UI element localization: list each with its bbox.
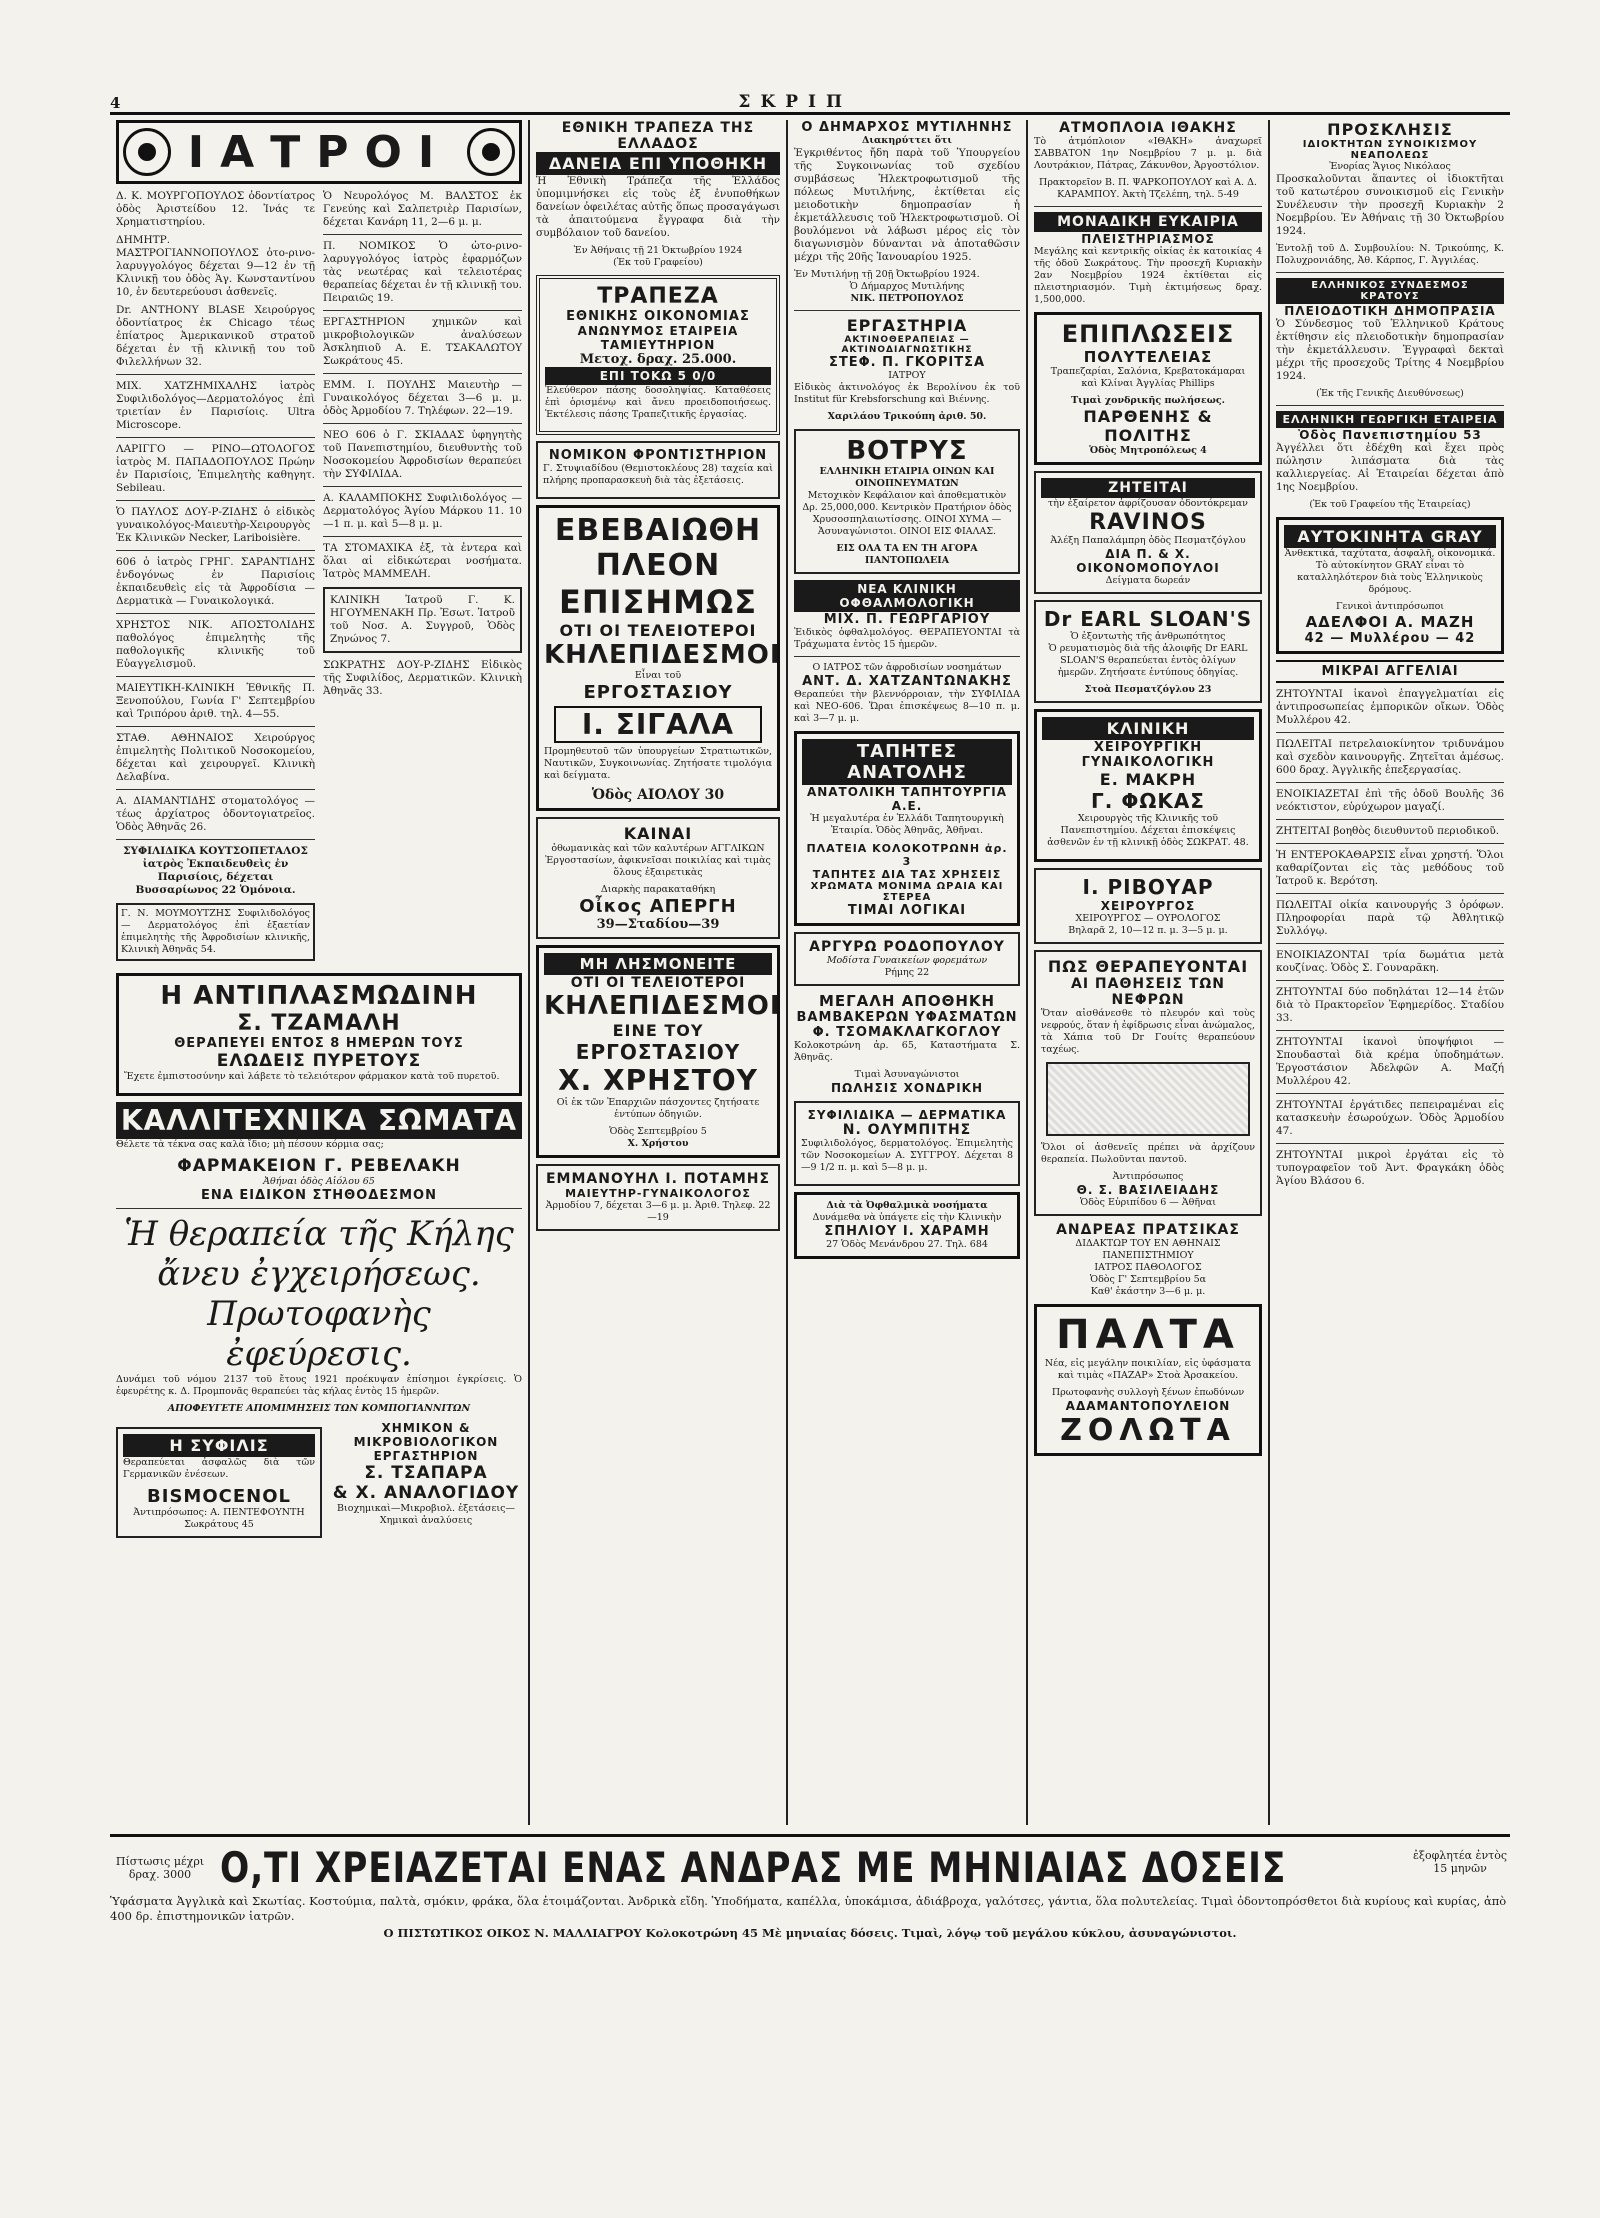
store-name: Φ. ΤΣΟΜΑΚΛΑΓΚΟΓΛΟΥ xyxy=(812,1025,1002,1040)
gray-title: ΑΥΤΟΚΙΝΗΤΑ GRAY xyxy=(1284,525,1496,548)
xray-lab-ad xyxy=(794,316,1020,423)
kili-ad xyxy=(116,1214,522,1415)
chem-lab-name-2: & Χ. ΑΝΑΛΟΓΙΔΟΥ xyxy=(332,1483,520,1503)
syphilis-title: Η ΣΥΦΙΛΙΣ xyxy=(123,1434,315,1457)
store-body: Κολοκοτρώνη ἀρ. 65, Καταστήματα Σ. Ἀθηνᾶς. xyxy=(794,1040,1020,1063)
store-prices: Τιμαὶ Ἀσυναγώνιστοι xyxy=(854,1069,960,1080)
ravinos-address: Ἀλέξη Παπαλάμπρη ὁδὸς Πεσματζόγλου xyxy=(1050,535,1246,546)
sigala-line-2: ΠΛΕΟΝ xyxy=(595,548,721,583)
savings-sub: ΕΘΝΙΚΗΣ ΟΙΚΟΝΟΜΙΑΣ xyxy=(566,309,750,324)
bank-sub: ΔΑΝΕΙΑ ΕΠΙ ΥΠΟΘΗΚΗ xyxy=(536,152,780,175)
kili-line-2: ἄνευ ἐγχειρήσεως. xyxy=(157,1254,481,1294)
doctor-entry: Dr. ANTHONY BLASE Χειρούργος ὀδοντίατρος ἐκ Chicago τέως ἐπίατρος Ἀμερικανικοῦ στρατοῦ δέχεται ἐν τῇ κλινικῇ του τοῦ Φιλελλήνων 32. xyxy=(116,304,315,368)
furniture-name: ΠΑΡΘΕΝΗΣ & ΠΟΛΙΤΗΣ xyxy=(1083,407,1213,445)
coats-sub: Πρωτοφανὴς συλλογὴ ξένων ἐπωδύνων xyxy=(1051,1387,1245,1398)
cotton-store-ad xyxy=(794,992,1020,1095)
column-3 xyxy=(788,120,1028,1825)
savings-title: ΤΡΑΠΕΖΑ xyxy=(597,284,719,309)
page-number: 4 xyxy=(110,94,121,112)
xray-sub: ΑΚΤΙΝΟΘΕΡΑΠΕΙΑΣ — ΑΚΤΙΝΟΔΙΑΓΝΩΣΤΙΚΗΣ xyxy=(841,335,973,355)
agri-notice xyxy=(1276,411,1504,442)
furniture-address: Ὁδὸς Μητροπόλεως 4 xyxy=(1089,445,1207,456)
ithaki-ad xyxy=(1034,120,1262,201)
christou-line-3: ΚΗΛΕΠΙΔΕΣΜΟΙ xyxy=(544,991,781,1021)
auction-signature: (Ἐκ τῆς Γενικῆς Διευθύνσεως) xyxy=(1316,388,1464,399)
furniture-body: Τραπεζαρίαι, Σαλόνια, Κρεβατοκάμαραι καὶ Κλίναι Ἀγγλίας Phillips xyxy=(1050,366,1246,389)
doctor-entry: Ὁ Νευρολόγος Μ. ΒΑΛΣΤΟΣ ἐκ Γενεύης καὶ Σαλπετριὲρ Παρισίων, δέχεται Κανάρη 11, 2—6 μ. μ. xyxy=(323,190,522,228)
savings-rate: ΕΠΙ ΤΟΚΩ 5 0/0 xyxy=(545,367,771,385)
ravinos-title: ΖΗΤΕΙΤΑΙ xyxy=(1041,478,1255,498)
bank-signature: (Ἐκ τοῦ Γραφείου) xyxy=(613,257,703,268)
classified-ad: ΖΗΤΟΥΝΤΑΙ ἱκανοὶ ὑποψήφιοι — Σπουδασταὶ διὰ κρέμα ὑποδημάτων. Ἐργοστάσιον Ἀδελφῶν Α. Μαζή Μυλλέρου 42. xyxy=(1276,1036,1504,1087)
savings-sub-3: ΤΑΜΙΕΥΤΗΡΙΟΝ xyxy=(600,338,716,352)
votrys-ad xyxy=(794,429,1020,574)
doctor-entry: Ὁ ΠΑΥΛΟΣ ΔΟΥ-Ρ-ΖΙΔΗΣ ὁ εἰδικὸς γυναικολόγος-Μαιευτὴρ-Χειρουργὸς Ἐκ Κλινικῶν Necker, Lariboisière. xyxy=(116,506,315,544)
xray-title: ΕΡΓΑΣΤΗΡΙΑ xyxy=(846,316,968,335)
column-4 xyxy=(1028,120,1270,1825)
coats-title: ΠΑΛΤΑ xyxy=(1056,1312,1240,1358)
columns xyxy=(110,120,1510,1825)
apergi-ad xyxy=(536,817,780,939)
auction-title: ΕΛΛΗΝΙΚΟΣ ΣΥΝΔΕΣΜΟΣ ΚΡΑΤΟΥΣ xyxy=(1276,278,1504,304)
christou-line-1: ΜΗ ΛΗΣΜΟΝΕΙΤΕ xyxy=(544,953,772,975)
rivoir-name: Ι. ΡΙΒΟΥΑΡ xyxy=(1082,875,1214,899)
doctor-entry: ΣΥΦΙΛΙΔΙΚΑ ΚΟΥΤΣΟΠΕΤΑΛΟΣ ἰατρὸς Ἐκπαιδευθεὶς ἐν Παρισίοις, δέχεται Βυσσαρίωνος 22 Ὁμόνοια. xyxy=(123,845,308,896)
auction-house-sub: ΠΛΕΙΣΤΗΡΙΑΣΜΟΣ xyxy=(1081,232,1215,246)
sloan-body: Ὁ ρευματισμὸς διὰ τῆς ἀλοιφῆς Dr EARL SLOAN'S θεραπεύεται ἐντὸς ὀλίγων ἡμερῶν. Ζητήσατε ἐντύπους ὁδηγίας. xyxy=(1048,643,1248,678)
antiplasmodin-claim: ΘΕΡΑΠΕΥΕΙ ΕΝΤΟΣ 8 ΗΜΕΡΩΝ ΤΟΥΣ xyxy=(174,1036,464,1051)
classifieds-title: ΜΙΚΡΑΙ ΑΓΓΕΛΙΑΙ xyxy=(1276,660,1504,683)
furniture-sub: ΠΟΛΥΤΕΛΕΙΑΣ xyxy=(1083,348,1213,366)
sigala-address: Ὁδὸς ΑΙΟΛΟΥ 30 xyxy=(591,787,725,803)
antiplasmodin-body: Ἔχετε ἐμπιστοσύνην καὶ λάβετε τὸ τελειότερον φάρμακον κατὰ τοῦ πυρετοῦ. xyxy=(124,1071,500,1082)
sigala-body: Προμηθευτοῦ τῶν ὑπουργείων Στρατιωτικῶν, Ναυτικῶν, Συγκοινωνίας. Ζητήσατε τιμολόγια καὶ δείγματα. xyxy=(544,746,772,781)
invitation-sub-2: Ἐνορίας Ἅγιος Νικόλαος xyxy=(1329,161,1451,172)
mayor-name: ΝΙΚ. ΠΕΤΡΟΠΟΥΛΟΣ xyxy=(850,293,964,304)
gyn-body: Χειρουργὸς τῆς Κλινικῆς τοῦ Πανεπιστημίου. Δέχεται ἐπισκέψεις ἀσθενῶν ἐν τῇ κλινικῇ ὁδὸς ΣΩΚΡΑΤ. 48. xyxy=(1047,813,1249,848)
pratsikas-ad xyxy=(1034,1222,1262,1298)
pratsikas-sub: ΔΙΔΑΚΤΩΡ ΤΟΥ ΕΝ ΑΘΗΝΑΙΣ ΠΑΝΕΠΙΣΤΗΜΙΟΥ xyxy=(1075,1238,1221,1261)
savings-capital: Μετοχ. δραχ. 25.000. xyxy=(579,352,737,367)
apergi-title: ΚΑΙΝΑΙ xyxy=(623,824,693,843)
apergi-address: 39—Σταδίου—39 xyxy=(596,917,720,932)
sigala-line-5: ΚΗΛΕΠΙΔΕΣΜΟΙ xyxy=(544,640,781,670)
charami-name: ΣΠΗΛΙΟΥ Ι. ΧΑΡΑΜΗ xyxy=(824,1224,990,1239)
potamis-address: Ἀρμοδίου 7, δέχεται 3—6 μ. μ. Ἀριθ. Τηλεφ. 22—19 xyxy=(545,1200,771,1223)
sloan-title: Dr EARL SLOAN'S xyxy=(1043,607,1253,631)
rivoir-sub-2: ΧΕΙΡΟΥΡΓΟΣ — ΟΥΡΟΛΟΓΟΣ xyxy=(1075,913,1221,924)
doctor-entry: ΕΜΜ. Ι. ΠΟΥΛΗΣ Μαιευτὴρ — Γυναικολόγος δέχεται 3—6 μ. μ. ὁδὸς Ἀρμοδίου 7. Τηλέφων. 22—19. xyxy=(323,379,522,417)
xray-body: Εἰδικὸς ἀκτινολόγος ἐκ Βερολίνου ἐκ τοῦ Institut für Krebsforschung καὶ Βιέννης. xyxy=(794,382,1020,405)
pratsikas-address: Ὁδὸς Γ' Σεπτεμβρίου 5α xyxy=(1089,1274,1207,1285)
christou-line-4: ΕΙΝΕ ΤΟΥ xyxy=(612,1021,704,1040)
classified-ad: ΕΝΟΙΚΙΑΖΟΝΤΑΙ τρία δωμάτια μετὰ κουζίνας. Ὁδὸς Σ. Γουναρᾶκη. xyxy=(1276,949,1504,974)
kidney-body-2: Ὅλοι οἱ ἀσθενεῖς πρέπει νὰ ἀρχίζουν θεραπεία. Πωλοῦνται παντοῦ. xyxy=(1041,1142,1255,1165)
furniture-prices: Τιμαὶ χονδρικῆς πωλήσεως. xyxy=(1071,395,1225,406)
newspaper-title: ΣΚΡΙΠ xyxy=(738,92,853,112)
newspaper-page xyxy=(110,86,1510,2126)
mayor-body: Ἐγκριθέντος ἤδη παρὰ τοῦ Ὑπουργείου τῆς Συγκοινωνίας τοῦ σχεδίου συμβάσεως Ἠλεκτροφωτισμοῦ τῆς πόλεως Μυτιλήνης, ἐκτίθεται εἰς μειοδοτικὴν δημοπρασίαν ἡ ἐκμετάλλευσις τοῦ Ἠλεκτροφωτισμοῦ. Οἱ βουλόμενοι νὰ λάβωσι μέρος εἰς τὸν διαγωνισμὸν δύνανται νὰ ἀποταθῶσιν μέχρι τῆς 20ῆς Ἰανουαρίου 1925. xyxy=(794,147,1020,263)
agri-signature: (Ἐκ τοῦ Γραφείου τῆς Ἑταιρείας) xyxy=(1309,499,1471,510)
ithaki-title: ΑΤΜΟΠΛΟΙΑ ΙΘΑΚΗΣ xyxy=(1059,120,1237,136)
column-5 xyxy=(1270,120,1510,1825)
legal-body: Γ. Στυψιαδίδου (Θεμιστοκλέους 28) ταχεία καὶ πλήρης προπαρασκευὴ διὰ τὰς ἐξετάσεις. xyxy=(543,463,773,486)
coats-body: Νέα, εἰς μεγάλην ποικιλίαν, εἰς ὑφάσματα καὶ τιμὰς «ΠΑΖΑΡ» Στοὰ Ἀρσακείου. xyxy=(1044,1358,1252,1381)
classified-ad: ΖΗΤΟΥΝΤΑΙ δύο ποδηλάται 12—14 ἐτῶν διὰ τὸ Πρακτορεῖον Ἐφημερίδος. Σταδίου 33. xyxy=(1276,986,1504,1024)
gyn-name-1: Ε. ΜΑΚΡΗ xyxy=(1099,770,1197,789)
mayor-title: Ο ΔΗΜΑΡΧΟΣ ΜΥΤΙΛΗΝΗΣ xyxy=(801,120,1013,135)
olympitis-title: ΣΥΦΙΛΙΔΙΚΑ — ΔΕΡΜΑΤΙΚΑ xyxy=(807,1108,1007,1122)
argyro-ad xyxy=(794,932,1020,986)
pratsikas-sub-2: ΙΑΤΡΟΣ ΠΑΘΟΛΟΓΟΣ xyxy=(1094,1262,1202,1273)
charami-body: Δυνάμεθα νὰ ὑπάγετε εἰς τὴν Κλινικὴν xyxy=(812,1212,1002,1223)
footer-headline: Ο,ΤΙ ΧΡΕΙΑΖΕΤΑΙ ΕΝΑΣ ΑΝΔΡΑΣ ΜΕ ΜΗΝΙΑΙΑΣ ΔΟΣΕΙΣ xyxy=(220,1843,1287,1892)
apergi-sub: Διαρκὴς παρακαταθήκη xyxy=(600,884,716,895)
antiplasmodin-ad xyxy=(116,973,522,1096)
vasileiadis-label: Ἀντιπρόσωπος xyxy=(1112,1171,1184,1182)
kili-line-1: Ἡ θεραπεία τῆς Κήλης xyxy=(124,1214,514,1254)
clinic-box xyxy=(323,587,522,653)
kidney-title: ΠΩΣ ΘΕΡΑΠΕΥΟΝΤΑΙ xyxy=(1047,957,1249,976)
classified-ad: ΠΩΛΕΙΤΑΙ οἰκία καινουργής 3 ὀρόφων. Πληροφορίαι παρὰ τῷ Ἀθλητικῷ Συλλόγῳ. xyxy=(1276,899,1504,937)
rivoir-ad xyxy=(1034,868,1262,944)
doctor-entry: ΚΛΙΝΙΚΗ Ἰατροῦ Γ. Κ. ΗΓΟΥΜΕΝΑΚΗ Πρ. Ἐσωτ. Ἰατροῦ τοῦ Νοσ. Α. Συγγροῦ, Ὁδὸς Ζηνώνος 7. xyxy=(330,594,515,645)
auction-notice xyxy=(1276,278,1504,318)
votrys-title: ΒΟΤΡΥΣ xyxy=(846,436,968,466)
rivoir-address: Βηλαρᾶ 2, 10—12 π. μ. 3—5 μ. μ. xyxy=(1068,925,1228,936)
emblem-icon xyxy=(467,128,515,176)
column-2 xyxy=(530,120,788,1825)
sloan-sub: Ὁ ἐξοντωτὴς τῆς ἀνθρωπότητος xyxy=(1070,631,1226,642)
christou-body: Οἱ ἐκ τῶν Ἐπαρχιῶν πάσχοντες ζητήσατε ἐντύπων ὁδηγιῶν. xyxy=(556,1097,760,1120)
legal-title: ΝΟΜΙΚΟΝ ΦΡΟΝΤΙΣΤΗΡΙΟΝ xyxy=(548,448,768,463)
credit-note: Πίστωσις μέχρι δραχ. 3000 xyxy=(115,1854,205,1881)
olympitis-name: Ν. ΟΛΥΜΠΙΤΗΣ xyxy=(842,1122,972,1138)
emblem-icon xyxy=(123,128,171,176)
doctor-entry: ΤΑ ΣΤΟΜΑΧΙΚΑ ἐξ, τὰ ἐντερα καὶ ὅλαι αἱ εἰδικώτεραι νοσήματα. Ἰατρὸς ΜΑΜΜΕΛΗ. xyxy=(323,542,522,580)
kallitexnika-title: ΚΑΛΛΙΤΕΧΝΙΚΑ ΣΩΜΑΤΑ xyxy=(116,1102,522,1139)
pharmacy-name: ΦΑΡΜΑΚΕΙΟΝ Γ. ΡΕΒΕΛΑΚΗ xyxy=(177,1156,461,1176)
invitation-sub: ΙΔΙΟΚΤΗΤΩΝ ΣΥΝΟΙΚΙΣΜΟΥ ΝΕΑΠΟΛΕΩΣ xyxy=(1302,139,1478,161)
votrys-sub: ΕΛΛΗΝΙΚΗ ΕΤΑΙΡΙΑ ΟΙΝΩΝ ΚΑΙ ΟΙΝΟΠΝΕΥΜΑΤΩΝ xyxy=(819,466,995,489)
gyn-title: ΚΛΙΝΙΚΗ xyxy=(1042,717,1254,740)
installment-note: ἐξοφλητέα ἐντὸς 15 μηνῶν xyxy=(1412,1849,1507,1875)
doctor-entry: Γ. Ν. ΜΟΥΜΟΥΤΖΗΣ Συφιλιδολόγος — Δερματολόγος ἐπὶ ἑξαετίαν ἐπιμελητὴς τῆς Ἀφροδισίων κλινικῆς, Κλινικὴ Ἀθηνᾶς 54. xyxy=(121,908,310,955)
gray-name: ΑΔΕΛΦΟΙ Α. ΜΑΖΗ xyxy=(1305,613,1475,631)
eye-clinic-ad xyxy=(794,580,1020,651)
doctor-entry: Α. ΔΙΑΜΑΝΤΙΔΗΣ στοματολόγος — τέως ἀρχίατρος ὀδοντογιατρεῖος. Ὁδὸς Ἀθηνᾶς 26. xyxy=(116,795,315,833)
furniture-ad xyxy=(1034,312,1262,465)
auction-body: Ὁ Σύνδεσμος τοῦ Ἑλληνικοῦ Κράτους ἐκτίθησιν εἰς πλειοδοτικὴν δημοπρασίαν τὴν ἐκμετάλλευσιν. Ἐγγραφαὶ δεκταὶ μέχρι τῆς προσεχοῦς Τρίτης 4 Νοεμβρίου 1924. xyxy=(1276,318,1504,382)
footer-banner xyxy=(110,1834,1510,1957)
chem-lab-address: Βιοχημικαὶ—Μικροβιολ. ἐξετάσεις—Χημικαὶ ἀναλύσεις xyxy=(337,1503,515,1526)
sloan-ad xyxy=(1034,600,1262,703)
mayor-sub: Διακηρύττει ὅτι xyxy=(861,135,952,146)
gyn-clinic-ad xyxy=(1034,709,1262,862)
kallitexnika-body: Θέλετε τὰ τέκνα σας καλὰ ἴδιο; μὴ πέσουν κόρμια σας; xyxy=(116,1139,384,1150)
sigala-line-4: ΟΤΙ ΟΙ ΤΕΛΕΙΟΤΕΡΟΙ xyxy=(559,621,757,640)
ravinos-free: Δείγματα δωρεάν xyxy=(1105,575,1191,586)
olympitis-body: Συφιλιδολόγος, δερματολόγος. Ἐπιμελητὴς τῶν Νοσοκομείων Α. ΣΥΓΓΡΟΥ. Δέχεται 8—9 1/2 π. μ. καὶ 5—8 μ. μ. xyxy=(801,1138,1013,1173)
invitation-body: Προσκαλοῦνται ἅπαντες οἱ ἰδιοκτῆται τοῦ κατωτέρου συνοικισμοῦ εἰς Γενικὴν Συνέλευσιν τὴν προσεχῆ Κυριακὴν 2 Νοεμβρίου. Ἐν Ἀθήναις τῇ 30 Ὀκτωβρίου 1924. xyxy=(1276,173,1504,237)
ravinos-body: τὴν ἐξαίρετον ἀφρίζουσαν ὀδοντόκρεμαν xyxy=(1048,498,1248,509)
sigala-ad xyxy=(536,505,780,811)
coats-ad xyxy=(1034,1304,1262,1456)
ravinos-name: ΔΙΑ Π. & Χ. ΟΙΚΟΝΟΜΟΠΟΥΛΟΙ xyxy=(1076,547,1220,575)
christou-line-2: ΟΤΙ ΟΙ ΤΕΛΕΙΟΤΕΡΟΙ xyxy=(570,975,746,991)
syphilis-ad xyxy=(116,1427,322,1538)
pharmacy-address: Ἀθήναι ὁδὸς Αἰόλου 65 xyxy=(263,1176,375,1187)
vasileiadis-address: Ὁδὸς Εὐριπίδου 6 — Ἀθῆναι xyxy=(1080,1197,1216,1208)
charami-title: Διὰ τὰ Ὀφθαλμικὰ νοσήματα xyxy=(826,1200,988,1211)
christou-name: Χ. ΧΡΗΣΤΟΥ xyxy=(558,1064,758,1097)
votrys-body: Μετοχικὸν Κεφάλαιον καὶ ἀποθεματικὸν Δρ. 25,000,000. Κεντρικὸν Πρατήριον ὁδὸς Χρυσοσπηλαιωτίσσης. ΟΙΝΟΙ ΧΥΜΑ — Ἀσυναγώνιστοι. ΟΙΝΟΙ ΕΙΣ ΦΙΑΛΑΣ. xyxy=(802,490,1012,537)
gray-agent: Γενικοὶ ἀντιπρόσωποι xyxy=(1335,601,1445,612)
footer-line-2: Ο ΠΙΣΤΩΤΙΚΟΣ ΟΙΚΟΣ Ν. ΜΑΛΛΙΑΓΡΟΥ Κολοκοτρώνη 45 Μὲ μηνιαίας δόσεις. Τιμαὶ, λόγῳ τοῦ μεγάλου κύκλου, ἀσυναγώνιστοι. xyxy=(383,1926,1237,1940)
ravinos-brand: RAVINOS xyxy=(1089,510,1207,535)
doctors-title: ΙΑΤΡΟΙ xyxy=(187,126,451,178)
kidney-body: Ὅταν αἰσθάνεσθε τὸ πλευρόν καὶ τοὺς νεφρούς, ὅταν ἡ ἐφίδρωσις εἶναι ἀνώμαλος, τὰ Χάπια τοῦ Dr Γουίτς θεραπεύουν ταχέως. xyxy=(1041,1008,1255,1055)
auction-house-body: Μεγάλης καὶ κεντρικῆς οἰκίας ἐκ κατοικίας 4 τῆς ὁδοῦ Σωκράτους. Τὴν προσεχῆ Κυριακὴν 2αν Νοεμβρίου 1924 ἐκτίθεται εἰς πλειστηριασμόν. Τιμὴ ἐκτιμήσεως δραχ. 1,500,000. xyxy=(1034,246,1262,305)
chem-lab-name-1: Σ. ΤΣΑΠΑΡΑ xyxy=(364,1463,488,1483)
potamis-title: ΜΑΙΕΥΤΗΡ-ΓΥΝΑΙΚΟΛΟΓΟΣ xyxy=(565,1187,751,1200)
agri-title: ΕΛΛΗΝΙΚΗ ΓΕΩΡΓΙΚΗ ΕΤΑΙΡΕΙΑ xyxy=(1276,411,1504,428)
doctor-entry: ΜΙΧ. ΧΑΤΖΗΜΙΧΑΛΗΣ ἰατρὸς Συφιλιδολόγος—Δερματολόγος ἐπὶ τριετίαν ἐν Παρισίοις. Ultra Microscope. xyxy=(116,380,315,431)
classified-ad: ΖΗΤΟΥΝΤΑΙ μικροὶ ἐργάται εἰς τὸ τυπογραφεῖον τοῦ Ἀντ. Φραγκάκη ὁδὸς Ἁγίου Βλάσου 6. xyxy=(1276,1149,1504,1187)
invitation-notice xyxy=(1276,120,1504,173)
store-wholesale: ΠΩΛΗΣΙΣ ΧΟΝΔΡΙΚΗ xyxy=(831,1081,983,1095)
gray-cars-ad xyxy=(1276,517,1504,654)
column-doctors xyxy=(110,120,530,1825)
potamis-name: ΕΜΜΑΝΟΥΗΛ Ι. ΠΟΤΑΜΗΣ xyxy=(545,1171,771,1187)
carpets-sub: ΑΝΑΤΟΛΙΚΗ ΤΑΠΗΤΟΥΡΓΙΑ Α.Ε. xyxy=(806,785,1008,813)
xray-title-2: ΙΑΤΡΟΥ xyxy=(888,370,926,381)
bank-body: Ἡ Ἐθνικὴ Τράπεζα τῆς Ἑλλάδος ὑπομιμνήσκει εἰς τοὺς ἐξ ἐνυποθήκων δανείων ὀφειλέτας αὐτῆς ὅπως προσαγάγωσι τὰ ἀπαιτούμενα ἔγγραφα διὰ τὴν συμβόλαιον τοῦ δανείου. xyxy=(536,175,781,239)
christou-address: Ὁδὸς Σεπτεμβρίου 5 xyxy=(609,1126,707,1137)
pratsikas-name: ΑΝΔΡΕΑΣ ΠΡΑΤΣΙΚΑΣ xyxy=(1056,1222,1240,1238)
christou-line-5: ΕΡΓΟΣΤΑΣΙΟΥ xyxy=(575,1040,741,1064)
argyro-address: Ρήμης 22 xyxy=(884,967,930,978)
legal-school-ad xyxy=(536,441,780,499)
classified-ad: Ἡ ΕΝΤΕΡΟΚΑΘΑΡΣΙΣ εἶναι χρηστή. Ὅλοι καθαρίζονται εἰς τὰς μεθόδους τοῦ Ἰατροῦ κ. Βερότση. xyxy=(1276,849,1504,887)
invitation-title: ΠΡΟΣΚΛΗΣΙΣ xyxy=(1327,120,1453,139)
coats-label: ΖΟΛΩΤΑ xyxy=(1060,1413,1236,1448)
eye-body: Ἐιδικὸς ὀφθαλμολόγος. ΘΕΡΑΠΕΥΟΝΤΑΙ τὰ Τράχωματα ἐντὸς 15 ἡμερῶν. xyxy=(794,627,1020,650)
uro-body: Θεραπεύει τὴν βλεννόρροιαν, τὴν ΣΥΦΙΛΙΔΑ καὶ NEO-606. Ὥραι ἐπισκέψεως 8—10 π. μ. καὶ 3—7 μ. μ. xyxy=(794,689,1020,724)
doctor-entry: ΛΑΡΙΓΓΟ — ΡΙΝΟ—ΩΤΟΛΟΓΟΣ ἰατρὸς Μ. ΠΑΠΑΔΟΠΟΥΛΟΣ Πρώην ἐν Παρισίοις, Ἐπιμελητὴς καθηγητ. Sebileau. xyxy=(116,443,315,494)
xray-name: ΣΤΕΦ. Π. ΓΚΟΡΙΤΣΑ xyxy=(828,355,986,370)
doctors-left-column xyxy=(116,190,315,967)
carpets-prices: ΤΙΜΑΙ ΛΟΓΙΚΑΙ xyxy=(847,903,967,918)
antiplasmodin-claim2: ΕΛΩΔΕΙΣ ΠΥΡΕΤΟΥΣ xyxy=(216,1051,422,1071)
sloan-address: Στοὰ Πεσματζόγλου 23 xyxy=(1084,684,1212,695)
carpets-line-2: ΧΡΩΜΑΤΑ ΜΟΝΙΜΑ ΩΡΑΙΑ ΚΑΙ ΣΤΕΡΕΑ xyxy=(810,881,1004,903)
apergi-body: ὀθωμανικὰς καὶ τῶν καλυτέρων ΑΓΓΛΙΚΩΝ Ἐργοστασίων, ἀφικνεῖσαι ποικιλίας καὶ τιμὰς ὅλους ἐξαιρετικὰς xyxy=(545,843,771,878)
bank-date: Ἐν Ἀθήναις τῇ 21 Ὀκτωβρίου 1924 xyxy=(573,245,743,256)
chem-lab-title: ΧΗΜΙΚΟΝ & ΜΙΚΡΟΒΙΟΛΟΓΙΚΟΝ ΕΡΓΑΣΤΗΡΙΟΝ xyxy=(353,1421,499,1463)
christou-ad xyxy=(536,945,780,1158)
sigala-line-1: ΕΒΕΒΑΙΩΘΗ xyxy=(554,513,762,548)
argyro-name: ΑΡΓΥΡΩ ΡΟΔΟΠΟΥΛΟΥ xyxy=(809,939,1005,955)
doctor-entry: Π. ΝΟΜΙΚΟΣ Ὁ ὠτο-ρινο-λαρυγγολόγος ἰατρὸς ἐφαρμόζων τὰς νεωτέρας καὶ τελειοτέρας θεραπείας δέχεται ἐν τῇ κλινικῇ του. Πειραιῶς 19. xyxy=(323,240,522,304)
rivoir-sub: ΧΕΙΡΟΥΡΓΟΣ xyxy=(1100,899,1196,913)
classified-ad: ΖΗΤΟΥΝΤΑΙ ἐργάτιδες πεπειραμέναι εἰς κατασκευὴν ἐσωρούχων. Ὁδὸς Ἁρμοδίου 47. xyxy=(1276,1099,1504,1137)
coats-fur: ΑΔΑΜΑΝΤΟΠΟΥΛΕΙΟΝ xyxy=(1065,1399,1231,1413)
carpets-line: ΤΑΠΗΤΕΣ ΔΙΑ ΤΑΣ ΧΡΗΣΕΙΣ xyxy=(812,868,1002,881)
kili-body: Δυνάμει τοῦ νόμου 2137 τοῦ ἔτους 1921 προέκυψαν ἐπίσημοι ἐγκρίσεις. Ὁ ἐφευρέτης κ. Δ. Προμπονᾶς θεραπεύει τὰς κήλας ἐντὸς 15 ἡμερῶν. xyxy=(116,1374,522,1397)
auction-house-ad xyxy=(1034,212,1262,306)
store-sub: ΒΑΜΒΑΚΕΡΩΝ ΥΦΑΣΜΑΤΩΝ xyxy=(796,1010,1018,1025)
kili-line-3: Πρωτοφανὴς ἐφεύρεσις. xyxy=(207,1294,431,1374)
christou-signature: Χ. Χρήστου xyxy=(627,1138,689,1149)
doctor-entry: ΔΗΜΗΤΡ. ΜΑΣΤΡΟΓΙΑΝΝΟΠΟΥΛΟΣ ὀτο-ρινο-λαρυγγολόγος δέχεται 9—12 ἐν τῇ Κλινικῇ του ὁδὸς Ἁγ. Κωνσταντίνου 10, ἐν δευτερεύουσι ἀσθενεῖς. xyxy=(116,234,315,298)
doctor-entry: ΜΑΙΕΥΤΙΚΗ-ΚΛΙΝΙΚΗ Ἐθνικῆς Π. Ξενοπούλου, Γωνία Γ' Σεπτεμβρίου καὶ Τριπόρου ἀριθ. τηλ. 4—55. xyxy=(116,682,315,720)
pharmacy-sub: ΕΝΑ ΕΙΔΙΚΟΝ ΣΤΗΘΟΔΕΣΜΟΝ xyxy=(201,1188,437,1203)
uro-name: ΑΝΤ. Δ. ΧΑΤΖΑΝΤΩΝΑΚΗΣ xyxy=(802,674,1012,689)
xray-address: Χαριλάου Τρικούπη ἀριθ. 50. xyxy=(827,411,987,422)
sigala-line-3: ΕΠΙΣΗΜΩΣ xyxy=(558,583,758,621)
kidney-ad xyxy=(1034,950,1262,1216)
vasileiadis-name: Θ. Σ. ΒΑΣΙΛΕΙΑΔΗΣ xyxy=(1076,1183,1220,1197)
ithaki-body: Τὸ ἀτμόπλοιον «ΙΘΑΚΗ» ἀναχωρεῖ ΣΑΒΒΑΤΟΝ 1ην Νοεμβρίου 7 μ. μ. διὰ Λουτράκιον, Πάτρας, Ζάκυνθον, Ἀργοστόλιον. xyxy=(1034,136,1262,171)
doctors-right-column xyxy=(323,190,522,967)
doctor-entry: ΧΡΗΣΤΟΣ ΝΙΚ. ΑΠΟΣΤΟΛΙΔΗΣ παθολόγος ἐπιμελητὴς τῆς παθολογικῆς κλινικῆς τοῦ Εὐαγγελισμοῦ. xyxy=(116,619,315,670)
kili-warning: ΑΠΟΦΕΥΓΕΤΕ ΑΠΟΜΙΜΗΣΕΙΣ ΤΩΝ ΚΟΜΠΟΓΙΑΝΝΙΤΩΝ xyxy=(167,1403,471,1414)
votrys-address: ΕΙΣ ΟΛΑ ΤΑ ΕΝ ΤΗ ΑΓΟΡΑ ΠΑΝΤΟΠΩΛΕΙΑ xyxy=(836,543,978,566)
carpets-title: ΤΑΠΗΤΕΣ ΑΝΑΤΟΛΗΣ xyxy=(802,739,1012,785)
kallitexnika-ad xyxy=(116,1102,522,1203)
syphilis-sub: Θεραπεύεται ἀσφαλῶς διὰ τῶν Γερμανικῶν ἐνέσεων. xyxy=(123,1457,315,1480)
doctor-entry: ΣΤΑΘ. ΑΘΗΝΑΙΟΣ Χειρούργος ἐπιμελητὴς Πολιτικοῦ Νοσοκομείου, δέχεται καὶ χειρουργεῖ. Κλινικὴ Δελαβίνα. xyxy=(116,732,315,783)
mayor-signature: Ὁ Δήμαρχος Μυτιλήνης xyxy=(849,281,965,292)
savings-bank-ad xyxy=(536,275,780,435)
argyro-body: Μοδίστα Γυναικείων φορεμάτων xyxy=(826,955,988,966)
gyn-sub: ΧΕΙΡΟΥΡΓΙΚΗ ΓΥΝΑΙΚΟΛΟΓΙΚΗ xyxy=(1081,740,1215,770)
ravinos-ad xyxy=(1034,471,1262,594)
gray-address: 42 — Μυλλέρου — 42 xyxy=(1304,631,1476,646)
doctor-entry: Α. ΚΑΛΑΜΠΟΚΗΣ Συφιλιδολόγος — Δερματολόγος Ἁγίου Μάρκου 11. 10—1 π. μ. καὶ 5—8 μ. μ. xyxy=(323,492,522,530)
sigala-name: Ι. ΣΙΓΑΛΑ xyxy=(554,706,762,743)
savings-body: Ἐλεύθερον πάσης δοσοληψίας. Καταθέσεις ἐπὶ ὁρισμένῳ καὶ ἄνευ προειδοποιήσεως. Ἐκτέλεσις πάσης Τραπεζιτικῆς ἐργασίας. xyxy=(545,385,771,420)
bottom-ads-row xyxy=(116,1421,522,1544)
antiplasmodin-title: Η ΑΝΤΙΠΛΑΣΜΩΔΙΝΗ xyxy=(160,981,478,1011)
potamis-ad xyxy=(536,1164,780,1231)
auction-sub: ΠΛΕΙΟΔΟΤΙΚΗ ΔΗΜΟΠΡΑΣΙΑ xyxy=(1284,304,1496,318)
footer-headline-row xyxy=(110,1843,1510,1892)
uro-title: Ο ΙΑΤΡΟΣ τῶν ἀφροδισίων νοσημάτων xyxy=(812,662,1002,673)
kidney-sub: ΑΙ ΠΑΘΗΣΕΙΣ ΤΩΝ ΝΕΦΡΩΝ xyxy=(1070,976,1226,1008)
mayor-date: Ἐν Μυτιλήνῃ τῇ 20ῇ Ὀκτωβρίου 1924. xyxy=(794,269,980,280)
gray-body: Ἀνθεκτικά, ταχύτατα, ἀσφαλῆ, οἰκονομικά. Τὸ αὐτοκίνητον GRAY εἶναι τὸ καταλληλότερον διὰ τοὺς Ἑλληνικοὺς δρόμους. xyxy=(1284,548,1496,595)
doctor-entry-box xyxy=(116,903,315,961)
mayor-notice xyxy=(794,120,1020,305)
pill-box-illustration xyxy=(1046,1062,1250,1136)
eye-title: ΝΕΑ ΚΛΙΝΙΚΗ ΟΦΘΑΛΜΟΛΟΓΙΚΗ xyxy=(794,580,1020,612)
agri-body: Ἀγγέλλει ὅτι ἐδέχθη καὶ ἔχει πρὸς πώλησιν λιπάσματα διὰ τὰς καλλιεργείας. Αἱ Ἐταιρείαι δέχεται ἀπὸ 1ης Νοεμβρίου. xyxy=(1276,442,1504,493)
gyn-name-2: Γ. ΦΩΚΑΣ xyxy=(1091,789,1205,813)
classified-ad: ΖΗΤΕΙΤΑΙ βοηθὸς διευθυντοῦ περιοδικοῦ. xyxy=(1276,825,1500,837)
antiplasmodin-maker: Σ. ΤΖΑΜΑΛΗ xyxy=(237,1011,401,1036)
auction-house-title: ΜΟΝΑΔΙΚΗ ΕΥΚΑΙΡΙΑ xyxy=(1034,212,1262,232)
doctor-entry: Δ. Κ. ΜΟΥΡΓΟΠΟΥΛΟΣ ὀδοντίατρος ὁδὸς Ἀριστείδου 12. Ἰνάς τε Χρηματιστηρίου. xyxy=(116,190,315,228)
footer-line-1: Ὑφάσματα Ἀγγλικὰ καὶ Σκωτίας. Κοστούμια, παλτὰ, σμόκιν, φράκα, ὅλα ἑτοιμάζονται. Ἀνδρικὰ εἴδη. Ὑποδήματα, καπέλλα, ὑποκάμισα, ἀδιάβροχα, γαλότσες, γάντια, ὅλα πολυτελείας. Τιμαὶ ὀδοντοπρόσθετοι διὰ κυρίους καὶ κυρίας, ἀπὸ 400 δρ. ἐπιστημονικῶν ἰατρῶν. xyxy=(110,1894,1507,1923)
doctor-entry: 606 ὁ ἰατρὸς ΓΡΗΓ. ΣΑΡΑΝΤΙΔΗΣ ἐνδογόνως ἐν Παρισίοις ἐκπαιδευθεὶς εἰς τὰ Ἀφροδίσια — Δερματικὰ — Γυναικολογικά. xyxy=(116,556,315,607)
classified-ad: ΕΝΟΙΚΙΑΖΕΤΑΙ ἐπὶ τῆς ὁδοῦ Βουλῆς 36 νεόκτιστον, εὐρύχωρον μαγαζί. xyxy=(1276,788,1504,813)
ithaki-agent: Πρακτορεῖον Β. Π. ΨΑΡΚΟΠΟΥΛΟΥ καὶ Α. Δ. ΚΑΡΑΜΠΟΥ. Ἀκτὴ Τζελέπη, τηλ. 5-49 xyxy=(1039,177,1257,200)
olympitis-ad xyxy=(794,1101,1020,1186)
agri-address: Ὁδὸς Πανεπιστημίου 53 xyxy=(1298,428,1482,442)
syphilis-brand: BISMOCENOL xyxy=(147,1486,291,1507)
doctors-listings xyxy=(116,190,522,967)
apergi-house: Οἶκος ΑΠΕΡΓΗ xyxy=(579,896,737,917)
carpets-address: ΠΛΑΤΕΙΑ ΚΟΛΟΚΟΤΡΩΝΗ ἀρ. 3 xyxy=(806,842,1008,868)
furniture-title: ΕΠΙΠΛΩΣΕΙΣ xyxy=(1061,320,1235,348)
sigala-line-7: ΕΡΓΟΣΤΑΣΙΟΥ xyxy=(583,682,733,703)
doctor-entry: ΣΩΚΡΑΤΗΣ ΔΟΥ-Ρ-ΖΙΔΗΣ Εἰδικὸς τῆς Συφιλίδος, Δερματικῶν. Κλινικὴ Ἀθηνᾶς 33. xyxy=(323,659,522,697)
doctors-header xyxy=(116,120,522,184)
classified-ad: ΖΗΤΟΥΝΤΑΙ ἱκανοὶ ἐπαγγελματίαι εἰς ἀντιπροσωπείας ἐμπορικῶν οἴκων. Ὁδὸς Μυλλέρου 42. xyxy=(1276,688,1504,726)
chem-lab-ad xyxy=(330,1421,522,1544)
sigala-line-6: Εἶναι τοῦ xyxy=(634,670,682,681)
savings-sub-2: ΑΝΩΝΥΜΟΣ ΕΤΑΙΡΕΙΑ xyxy=(577,324,739,338)
store-title: ΜΕΓΑΛΗ ΑΠΟΘΗΚΗ xyxy=(818,992,996,1010)
eye-name: ΜΙΧ. Π. ΓΕΩΡΓΑΡΙΟΥ xyxy=(823,612,991,627)
charami-ad xyxy=(794,1192,1020,1259)
syphilis-address: Ἀντιπρόσωπος: Α. ΠΕΝΤΕΦΟΥΝΤΗ Σωκράτους 45 xyxy=(133,1507,305,1530)
bank-title: ΕΘΝΙΚΗ ΤΡΑΠΕΖΑ ΤΗΣ ΕΛΛΑΔΟΣ xyxy=(561,120,755,152)
carpets-ad xyxy=(794,731,1020,926)
classified-ad: ΠΩΛΕΙΤΑΙ πετρελαιοκίνητον τριδυνάμου καὶ σχεδὸν καινουργῆς. Ζητεῖται ἀμέσως. 600 δραχ. Ἀγγλικῆς ἐπεξεργασίας. xyxy=(1276,738,1504,776)
pratsikas-hours: Καθ' ἑκάστην 3—6 μ. μ. xyxy=(1090,1286,1206,1297)
invitation-names: Ἐντολῇ τοῦ Δ. Συμβουλίου: Ν. Τρικούπης, Κ. Πολυχρονιάδης, Ἀθ. Κάρπος, Γ. Ἀγγιλέας. xyxy=(1276,243,1504,266)
doctor-entry: ΕΡΓΑΣΤΗΡΙΟΝ χημικῶν καὶ μικροβιολογικῶν ἀναλύσεων Ἀσκληπιοῦ Α. Ε. ΤΣΑΚΑΛΩΤΟΥ Σωκράτους 45. xyxy=(323,316,522,367)
carpets-body: Ἡ μεγαλυτέρα ἐν Ἑλλάδι Ταπητουργικὴ Ἑταιρία. Ὁδὸς Ἀθηνᾶς, Ἀθῆναι. xyxy=(810,813,1004,836)
doctor-entry: NEO 606 ὁ Γ. ΣΚΙΑΔΑΣ ὑφηγητὴς τοῦ Πανεπιστημίου, διευθυντὴς τοῦ Νοσοκομείου Ἀφροδισίων θεραπεύει τὴν ΣΥΦΙΛΙΔΑ. xyxy=(323,429,522,480)
national-bank-ad xyxy=(536,120,780,269)
charami-address: 27 Ὁδὸς Μενάνδρου 27. Τηλ. 684 xyxy=(826,1239,988,1250)
masthead xyxy=(110,86,1510,115)
uro-ad xyxy=(794,662,1020,725)
